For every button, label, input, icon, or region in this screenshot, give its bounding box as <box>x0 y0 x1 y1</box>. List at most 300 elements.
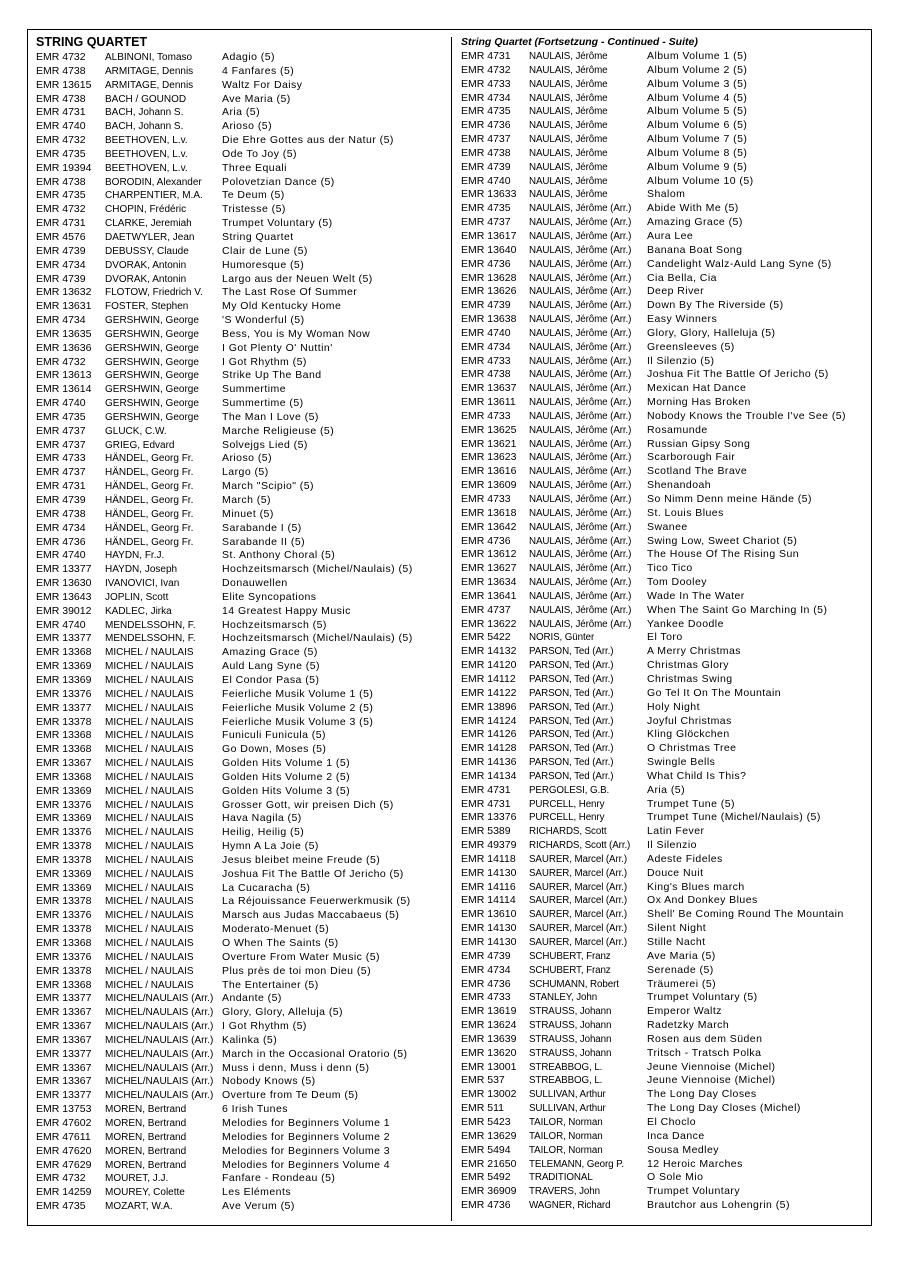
piece-title: Melodies for Beginners Volume 4 <box>222 1158 391 1171</box>
composer: NORIS, Günter <box>529 632 595 644</box>
catalog-number: EMR 13631 <box>36 300 92 313</box>
composer: NAULAIS, Jérôme <box>529 106 608 118</box>
catalog-number: EMR 4735 <box>36 410 86 423</box>
composer: SCHUBERT, Franz <box>529 950 611 962</box>
piece-title: Douce Nuit <box>647 866 704 879</box>
composer: TRADITIONAL <box>529 1172 593 1184</box>
piece-title: So Nimm Denn meine Hände (5) <box>647 493 812 505</box>
piece-title: Grosser Gott, wir preisen Dich (5) <box>222 798 394 811</box>
catalog-entry <box>36 882 446 896</box>
composer: NAULAIS, Jérôme (Arr.) <box>529 577 632 589</box>
catalog-entry <box>36 1020 446 1034</box>
composer: DVORAK, Antonin <box>105 273 187 285</box>
catalog-entry <box>36 951 446 965</box>
composer: MOREN, Bertrand <box>105 1159 187 1171</box>
catalog-number: EMR 13378 <box>36 840 92 853</box>
piece-title: Album Volume 4 (5) <box>647 91 748 104</box>
catalog-entry <box>461 188 866 202</box>
catalog-entry <box>461 368 866 382</box>
piece-title: Moderato-Menuet (5) <box>222 923 330 936</box>
catalog-entry <box>36 577 446 591</box>
catalog-entry <box>36 812 446 826</box>
composer: HAYDN, Fr.J. <box>105 550 165 562</box>
catalog-number: EMR 13367 <box>36 1075 92 1088</box>
catalog-entry <box>461 867 866 881</box>
catalog-entry <box>461 327 866 341</box>
catalog-number: EMR 13619 <box>461 1005 517 1018</box>
piece-title: My Old Kentucky Home <box>222 300 342 313</box>
piece-title: Jeune Viennoise (Michel) <box>647 1060 776 1073</box>
piece-title: Album Volume 10 (5) <box>647 174 754 187</box>
composer: MICHEL / NAULAIS <box>105 799 194 811</box>
catalog-entry <box>461 687 866 701</box>
composer: MICHEL / NAULAIS <box>105 716 194 728</box>
piece-title: I Got Rhythm (5) <box>222 1020 307 1033</box>
piece-title: A Merry Christmas <box>647 645 741 658</box>
catalog-entry <box>36 549 446 563</box>
catalog-entry <box>36 328 446 342</box>
catalog-entry <box>461 881 866 895</box>
catalog-entry <box>461 590 866 604</box>
catalog-number: EMR 13753 <box>36 1103 92 1116</box>
piece-title: Shalom <box>647 188 686 201</box>
piece-title: Glory, Glory, Halleluja (5) <box>647 326 776 339</box>
composer: NAULAIS, Jérôme (Arr.) <box>529 480 632 492</box>
catalog-entry <box>461 175 866 189</box>
composer: GERSHWIN, George <box>105 398 199 410</box>
composer: MICHEL / NAULAIS <box>105 674 194 686</box>
piece-title: Abide With Me (5) <box>647 202 739 215</box>
composer: MOREN, Bertrand <box>105 1104 187 1116</box>
catalog-entry <box>36 397 446 411</box>
catalog-entry <box>36 965 446 979</box>
catalog-entry <box>461 535 866 549</box>
catalog-entry <box>36 466 446 480</box>
piece-title: Bess, You is My Woman Now <box>222 327 371 340</box>
piece-title: Overture from Te Deum (5) <box>222 1089 359 1102</box>
catalog-entry <box>36 51 446 65</box>
composer: GERSHWIN, George <box>105 315 199 327</box>
left-column <box>36 34 446 1214</box>
catalog-entry <box>461 1130 866 1144</box>
composer: GLUCK, C.W. <box>105 425 167 437</box>
catalog-entry <box>461 1144 866 1158</box>
piece-title: Andante (5) <box>222 992 282 1005</box>
catalog-entry <box>461 659 866 673</box>
piece-title: I Got Plenty O' Nuttin' <box>222 341 333 354</box>
catalog-number: EMR 4734 <box>36 314 86 327</box>
catalog-entry <box>36 1006 446 1020</box>
composer: GERSHWIN, George <box>105 411 199 423</box>
catalog-entry <box>461 438 866 452</box>
composer: SAURER, Marcel (Arr.) <box>529 881 628 893</box>
right-column <box>461 35 866 1213</box>
composer: HÄNDEL, Georg Fr. <box>105 536 194 548</box>
composer: MICHEL / NAULAIS <box>105 965 194 977</box>
catalog-entry <box>36 1200 446 1214</box>
catalog-entry <box>36 563 446 577</box>
catalog-number: EMR 4731 <box>461 797 511 810</box>
piece-title: Waltz For Daisy <box>222 78 303 91</box>
catalog-number: EMR 4731 <box>36 106 86 119</box>
catalog-entry <box>36 979 446 993</box>
catalog-entry <box>461 853 866 867</box>
composer: NAULAIS, Jérôme (Arr.) <box>529 286 632 298</box>
catalog-number: EMR 4733 <box>36 452 86 465</box>
catalog-entry <box>461 1047 866 1061</box>
catalog-entry <box>36 688 446 702</box>
catalog-number: EMR 13377 <box>36 632 92 645</box>
catalog-number: EMR 4576 <box>36 230 86 243</box>
catalog-number: EMR 13620 <box>461 1046 517 1059</box>
catalog-number: EMR 5494 <box>461 1143 511 1156</box>
catalog-entry <box>36 771 446 785</box>
catalog-entry <box>461 908 866 922</box>
piece-title: Go Down, Moses (5) <box>222 743 327 756</box>
catalog-entry <box>461 285 866 299</box>
composer: PURCELL, Henry <box>529 798 605 810</box>
catalog-entry <box>461 258 866 272</box>
composer: MICHEL / NAULAIS <box>105 688 194 700</box>
composer: NAULAIS, Jérôme (Arr.) <box>529 424 632 436</box>
catalog-entry <box>36 65 446 79</box>
catalog-entry <box>36 716 446 730</box>
composer: MICHEL / NAULAIS <box>105 882 194 894</box>
catalog-entry <box>36 79 446 93</box>
catalog-entry <box>36 1117 446 1131</box>
catalog-number: EMR 13368 <box>36 729 92 742</box>
catalog-number: EMR 4739 <box>36 272 86 285</box>
catalog-number: EMR 4732 <box>36 355 86 368</box>
catalog-entry <box>36 522 446 536</box>
composer: WAGNER, Richard <box>529 1200 611 1212</box>
catalog-entry <box>461 230 866 244</box>
catalog-entry <box>36 356 446 370</box>
piece-title: The House Of The Rising Sun <box>647 548 800 561</box>
composer: NAULAIS, Jérôme (Arr.) <box>529 203 632 215</box>
composer: MOUREY, Colette <box>105 1187 185 1199</box>
piece-title: Il Silenzio (5) <box>647 354 715 367</box>
piece-title: Three Equali <box>222 161 287 174</box>
catalog-number: EMR 13635 <box>36 327 92 340</box>
catalog-number: EMR 4740 <box>36 618 86 631</box>
catalog-entry <box>461 50 866 64</box>
piece-title: Sarabande I (5) <box>222 521 302 534</box>
catalog-number: EMR 13378 <box>36 964 92 977</box>
catalog-entry <box>461 548 866 562</box>
composer: MICHEL / NAULAIS <box>105 730 194 742</box>
piece-title: 12 Heroic Marches <box>647 1157 743 1170</box>
composer: GERSHWIN, George <box>105 356 199 368</box>
piece-title: Yankee Doodle <box>647 617 724 630</box>
piece-title: Aura Lee <box>647 229 694 242</box>
catalog-number: EMR 13377 <box>36 1089 92 1102</box>
piece-title: Donauwellen <box>222 577 288 590</box>
composer: MOURET, J.J. <box>105 1173 169 1185</box>
composer: NAULAIS, Jérôme (Arr.) <box>529 314 632 326</box>
catalog-number: EMR 13377 <box>36 701 92 714</box>
piece-title: Hymn A La Joie (5) <box>222 840 319 853</box>
composer: NAULAIS, Jérôme (Arr.) <box>529 355 632 367</box>
catalog-number: EMR 4739 <box>36 494 86 506</box>
composer: STRAUSS, Johann <box>529 1033 612 1045</box>
composer: BEETHOVEN, L.v. <box>105 162 188 174</box>
composer: SAURER, Marcel (Arr.) <box>529 853 628 865</box>
piece-title: The Long Day Closes (Michel) <box>647 1102 801 1115</box>
catalog-entry <box>36 106 446 120</box>
piece-title: Melodies for Beginners Volume 1 <box>222 1116 391 1129</box>
piece-title: Minuet (5) <box>222 507 274 520</box>
catalog-entry <box>36 1075 446 1089</box>
composer: MICHEL/NAULAIS (Arr.) <box>105 1076 214 1088</box>
catalog-number: EMR 13368 <box>36 646 92 659</box>
piece-title: Ave Maria (5) <box>647 949 716 962</box>
piece-title: The Entertainer (5) <box>222 978 319 991</box>
piece-title: Ode To Joy (5) <box>222 147 297 160</box>
composer: NAULAIS, Jérôme (Arr.) <box>529 300 632 312</box>
piece-title: Inca Dance <box>647 1129 705 1142</box>
composer: MICHEL / NAULAIS <box>105 785 194 797</box>
piece-title: Album Volume 5 (5) <box>647 105 748 118</box>
catalog-number: EMR 14120 <box>461 659 517 672</box>
piece-title: El Toro <box>647 631 683 644</box>
piece-title: Silent Night <box>647 922 707 935</box>
composer: MICHEL / NAULAIS <box>105 868 194 880</box>
piece-title: Serenade (5) <box>647 963 714 976</box>
catalog-number: EMR 4739 <box>461 160 511 173</box>
piece-title: Album Volume 8 (5) <box>647 146 748 159</box>
catalog-number: EMR 14130 <box>461 936 517 948</box>
catalog-entry <box>36 189 446 203</box>
composer: RICHARDS, Scott (Arr.) <box>529 840 631 852</box>
composer: NAULAIS, Jérôme <box>529 120 608 132</box>
piece-title: Banana Boat Song <box>647 243 743 256</box>
catalog-entry <box>461 105 866 119</box>
piece-title: Scarborough Fair <box>647 451 736 464</box>
catalog-number: EMR 13376 <box>36 798 92 811</box>
catalog-number: EMR 13642 <box>461 520 517 533</box>
catalog-entry <box>36 1048 446 1062</box>
catalog-number: EMR 13636 <box>36 341 92 354</box>
catalog-number: EMR 13377 <box>36 992 92 1005</box>
catalog-number: EMR 13367 <box>36 1033 92 1046</box>
composer: GERSHWIN, George <box>105 384 199 396</box>
catalog-number: EMR 13377 <box>36 563 92 576</box>
catalog-number: EMR 4736 <box>461 257 511 270</box>
composer: MICHEL / NAULAIS <box>105 647 194 659</box>
catalog-entry <box>461 147 866 161</box>
piece-title: Sousa Medley <box>647 1143 719 1156</box>
piece-title: Fanfare - Rondeau (5) <box>222 1172 336 1185</box>
catalog-entry <box>36 826 446 840</box>
piece-title: Il Silenzio <box>647 839 697 852</box>
composer: TELEMANN, Georg P. <box>529 1158 624 1170</box>
composer: HAYDN, Joseph <box>105 564 178 576</box>
catalog-number: EMR 4740 <box>36 549 86 562</box>
piece-title: Swanee <box>647 520 688 533</box>
catalog-number: EMR 13640 <box>461 243 517 256</box>
composer: PURCELL, Henry <box>529 812 605 824</box>
piece-title: La Réjouissance Feuerwerkmusik (5) <box>222 895 411 908</box>
catalog-number: EMR 13367 <box>36 1020 92 1033</box>
catalog-entry <box>36 743 446 757</box>
piece-title: Album Volume 9 (5) <box>647 160 748 173</box>
catalog-number: EMR 4740 <box>36 120 86 133</box>
catalog-number: EMR 13612 <box>461 548 517 561</box>
catalog-number: EMR 13614 <box>36 383 92 396</box>
catalog-number: EMR 4734 <box>36 258 86 271</box>
piece-title: Funiculi Funicula (5) <box>222 729 326 742</box>
piece-title: Amazing Grace (5) <box>222 646 318 659</box>
catalog-number: EMR 4736 <box>461 1199 511 1212</box>
catalog-number: EMR 511 <box>461 1102 504 1115</box>
piece-title: Glory, Glory, Alleluja (5) <box>222 1006 344 1019</box>
piece-title: La Cucaracha (5) <box>222 881 311 894</box>
catalog-number: EMR 47611 <box>36 1130 91 1143</box>
piece-title: March "Scipio" (5) <box>222 480 314 493</box>
catalog-entry <box>36 674 446 688</box>
catalog-number: EMR 13611 <box>461 396 516 409</box>
catalog-number: EMR 4734 <box>461 340 511 353</box>
piece-title: Trumpet Tune (5) <box>647 797 735 810</box>
catalog-number: EMR 4737 <box>36 424 86 437</box>
catalog-number: EMR 4738 <box>461 146 511 159</box>
catalog-number: EMR 13368 <box>36 978 92 991</box>
catalog-number: EMR 13638 <box>461 313 517 326</box>
composer: MICHEL/NAULAIS (Arr.) <box>105 1090 214 1102</box>
catalog-number: EMR 4732 <box>461 63 511 76</box>
composer: NAULAIS, Jérôme (Arr.) <box>529 507 632 519</box>
composer: STRAUSS, Johann <box>529 1006 612 1018</box>
catalog-entry <box>36 660 446 674</box>
catalog-entry <box>461 756 866 770</box>
piece-title: When The Saint Go Marching In (5) <box>647 603 828 616</box>
catalog-entry <box>36 1034 446 1048</box>
catalog-entry <box>36 619 446 633</box>
piece-title: Feierliche Musik Volume 2 (5) <box>222 701 374 714</box>
catalog-entry <box>461 825 866 839</box>
catalog-entry <box>461 576 866 590</box>
catalog-entry <box>461 119 866 133</box>
catalog-entry <box>36 120 446 134</box>
composer: JOPLIN, Scott <box>105 591 169 603</box>
piece-title: Christmas Glory <box>647 659 730 672</box>
catalog-entry <box>36 1186 446 1200</box>
catalog-entry <box>461 950 866 964</box>
piece-title: Largo (5) <box>222 466 269 479</box>
catalog-number: EMR 4733 <box>461 991 511 1004</box>
composer: NAULAIS, Jérôme (Arr.) <box>529 521 632 533</box>
catalog-entry <box>461 1019 866 1033</box>
composer: HÄNDEL, Georg Fr. <box>105 522 194 534</box>
catalog-entry <box>461 493 866 507</box>
catalog-number: EMR 13378 <box>36 923 92 936</box>
composer: NAULAIS, Jérôme (Arr.) <box>529 452 632 464</box>
continued-heading: String Quartet (Fortsetzung - Continued - Suite) <box>461 36 698 48</box>
piece-title: Hava Nagila (5) <box>222 812 302 825</box>
catalog-entry <box>461 991 866 1005</box>
composer: DVORAK, Antonin <box>105 259 187 271</box>
piece-title: Humoresque (5) <box>222 258 305 271</box>
composer: MICHEL / NAULAIS <box>105 951 194 963</box>
composer: MICHEL/NAULAIS (Arr.) <box>105 1007 214 1019</box>
piece-title: Adagio (5) <box>222 51 275 63</box>
catalog-entry <box>36 536 446 550</box>
section-heading: STRING QUARTET <box>36 35 148 49</box>
piece-title: Muss i denn, Muss i denn (5) <box>222 1061 370 1074</box>
catalog-number: EMR 13376 <box>36 950 92 963</box>
piece-title: Easy Winners <box>647 313 718 326</box>
composer: MICHEL/NAULAIS (Arr.) <box>105 1021 214 1033</box>
catalog-number: EMR 13896 <box>461 700 517 713</box>
catalog-number: EMR 13369 <box>36 660 92 673</box>
composer: NAULAIS, Jérôme (Arr.) <box>529 549 632 561</box>
catalog-entry <box>461 451 866 465</box>
piece-title: Golden Hits Volume 3 (5) <box>222 784 351 797</box>
composer: NAULAIS, Jérôme (Arr.) <box>529 494 632 505</box>
catalog-entry <box>36 840 446 854</box>
catalog-entry <box>461 839 866 853</box>
piece-title: 14 Greatest Happy Music <box>222 604 351 617</box>
catalog-number: EMR 13367 <box>36 1061 92 1074</box>
catalog-entry <box>36 245 446 259</box>
catalog-number: EMR 13610 <box>461 908 517 921</box>
piece-title: I Got Rhythm (5) <box>222 355 307 368</box>
piece-title: Heilig, Heilig (5) <box>222 826 305 839</box>
piece-title: Wade In The Water <box>647 589 745 602</box>
catalog-number: EMR 4735 <box>36 189 86 202</box>
catalog-entry <box>36 411 446 425</box>
catalog-entry <box>36 937 446 951</box>
catalog-number: EMR 13643 <box>36 590 92 603</box>
catalog-number: EMR 4734 <box>36 521 86 534</box>
catalog-entry <box>461 922 866 936</box>
piece-title: O Sole Mio <box>647 1171 704 1184</box>
catalog-list-right <box>461 50 866 1213</box>
catalog-entry <box>36 1172 446 1186</box>
piece-title: Joyful Christmas <box>647 714 732 727</box>
catalog-entry <box>461 964 866 978</box>
catalog-number: EMR 49379 <box>461 839 517 852</box>
catalog-number: EMR 4737 <box>36 466 86 479</box>
piece-title: Stille Nacht <box>647 936 706 948</box>
catalog-number: EMR 4731 <box>36 480 86 493</box>
composer: ARMITAGE, Dennis <box>105 79 194 91</box>
catalog-number: EMR 4738 <box>36 92 86 105</box>
composer: BACH, Johann S. <box>105 107 184 119</box>
catalog-entry <box>461 978 866 992</box>
composer: PARSON, Ted (Arr.) <box>529 673 614 685</box>
composer: GERSHWIN, George <box>105 328 199 340</box>
composer: FLOTOW, Friedrich V. <box>105 287 203 299</box>
catalog-entry <box>461 313 866 327</box>
catalog-entry <box>461 1074 866 1088</box>
composer: MICHEL / NAULAIS <box>105 827 194 839</box>
piece-title: 4 Fanfares (5) <box>222 64 295 77</box>
composer: MOREN, Bertrand <box>105 1145 187 1157</box>
catalog-number: EMR 5492 <box>461 1171 511 1184</box>
composer: BORODIN, Alexander <box>105 176 202 188</box>
catalog-number: EMR 14128 <box>461 742 517 755</box>
piece-title: Trumpet Voluntary (5) <box>222 217 333 230</box>
composer: SCHUBERT, Franz <box>529 964 611 976</box>
catalog-number: EMR 4731 <box>36 217 86 230</box>
piece-title: Album Volume 3 (5) <box>647 77 748 90</box>
catalog-entry <box>461 645 866 659</box>
catalog-entry <box>36 702 446 716</box>
composer: NAULAIS, Jérôme (Arr.) <box>529 438 632 450</box>
piece-title: Solvejgs Lied (5) <box>222 438 308 451</box>
